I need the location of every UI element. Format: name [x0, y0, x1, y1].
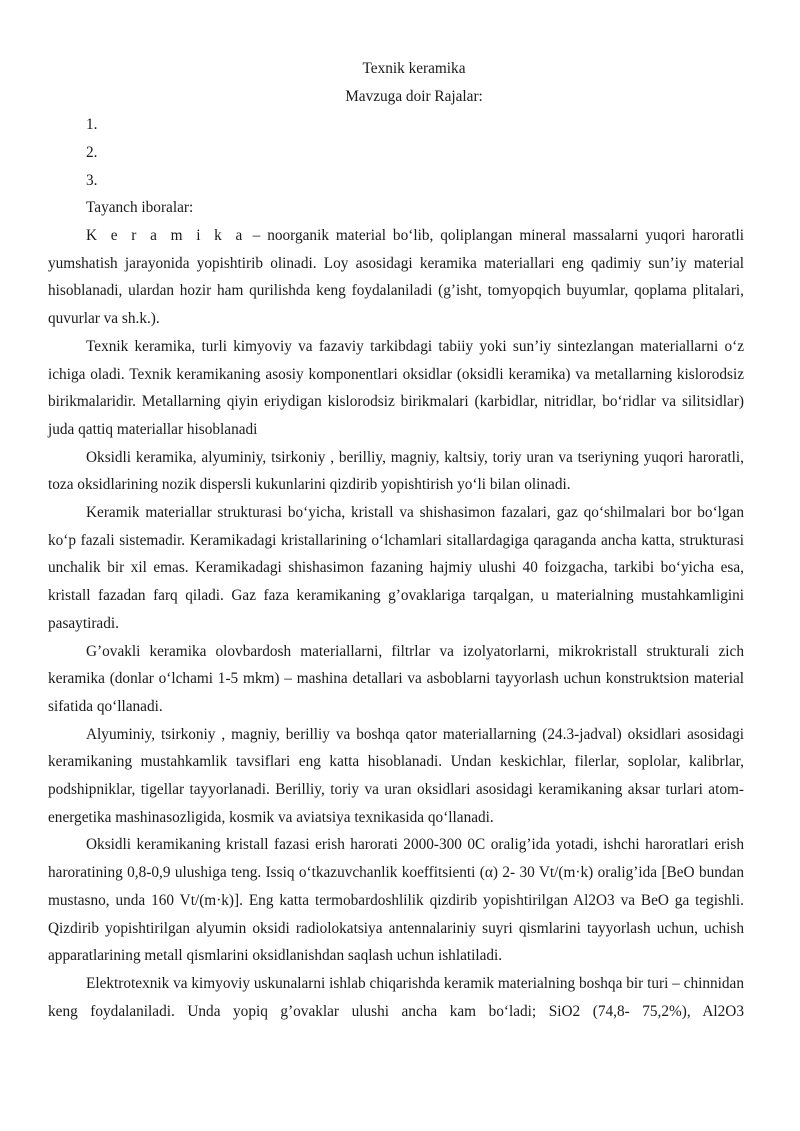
paragraph: Keramik materiallar strukturasi bo‘yicha, kristall va shishasimon fazalari, gaz qo‘shilmalari bor bo‘lgan ko‘p fazali sistemadir. Keramikadagi kristallarining o‘lchamlari sitallardagiga qaraganda ancha katta, strukturasi unchalik bir xil emas. Keramikadagi shishasimon fazaning hajmiy ulushi 40 foizgacha, tarkibi bo‘yicha esa, kristall fazadan farq qiladi. Gaz faza keramikaning g’ovaklariga tarqalgan, u materialning mustahkamligini pasaytiradi.: [48, 504, 744, 632]
paragraph: Elektrotexnik va kimyoviy uskunalarni ishlab chiqarishda keramik materialning boshqa bir turi – chinnidan keng foydalaniladi. Unda yopiq g’ovaklar ulushi ancha kam bo‘ladi; SiO2 (74,8- 75,2%), Al2O3: [48, 974, 744, 1020]
page-title: Texnik keramika: [362, 60, 466, 77]
keywords-label: Tayanch iboralar:: [86, 199, 194, 216]
plan-item-3: 3.: [86, 172, 98, 189]
plan-item-1: 1.: [86, 116, 98, 133]
paragraph: G’ovakli keramika olovbardosh materiallarni, filtrlar va izolyatorlarni, mikrokristall strukturali zich keramika (donlar o‘lchami 1-5 mkm) – mashina detallari va asboblarni tayyorlash uchun konstruktsion material sifatida qo‘llanadi.: [48, 642, 744, 715]
paragraph-text: – noorganik material bo‘lib, qoliplangan mineral massalarni yuqori haroratli yumshatish jarayonida yopishtirib olinadi. Loy asosidagi keramika materiallari eng qadimiy sun’iy material hisoblanadi, ulardan hozir ham qurilishda keng foydalaniladi (g’isht, tomyopqich buyumlar, qoplama plitalari, quvurlar va sh.k.).: [48, 227, 744, 328]
paragraph: Oksidli keramika, alyuminiy, tsirkoniy , berilliy, magniy, kaltsiy, toriy uran va tseriyning yuqori haroratli, toza oksidlarining nozik dispersli kukunlarini qizdirib yopishtirish yo‘li bilan olinadi.: [48, 448, 744, 494]
document-body: [48, 222, 744, 1025]
paragraph: Alyuminiy, tsirkoniy , magniy, berilliy va boshqa qator materiallarning (24.3-jadval) oksidlari asosidagi keramikaning mustahkamlik tavsiflari eng katta hisoblanadi. Undan keskichlar, filerlar, soplolar, kalibrlar, podshipniklar, tigellar tayyorlanadi. Berilliy, toriy va uran oksidlari asosidagi keramikaning aksar turlari atom-energetika mashinasozligida, kosmik va aviatsiya texnikasida qo‘llanadi.: [48, 725, 744, 826]
term-keramika: K e r a m i k a: [86, 227, 246, 244]
page-subtitle: Mavzuga doir Rajalar:: [345, 88, 483, 105]
plan-item-2: 2.: [86, 144, 98, 161]
paragraph: Oksidli keramikaning kristall fazasi erish harorati 2000-300 0C oralig’ida yotadi, ishchi haroratlari erish haroratining 0,8-0,9 ulushiga teng. Issiq o‘tkazuvchanlik koeffitsienti (α) 2- 30 Vt/(m·k) oralig’ida [BeO bundan mustasno, unda 160 Vt/(m·k)]. Eng katta termobardoshlilik qizdirib yopishtirilgan Al2O3 va BeO ga tegishli. Qizdirib yopishtirilgan alyumin oksidi radiolokatsiya antennalariniy suyri qismlarini tayyorlash uchun, uchish apparatlarining metall qismlarini oksidlanishdan saqlash uchun ishlatiladi.: [48, 836, 744, 965]
paragraph-keramika: [48, 222, 744, 333]
paragraph: Texnik keramika, turli kimyoviy va fazaviy tarkibdagi tabiiy yoki sun’iy sintezlangan materiallarni o‘z ichiga oladi. Texnik keramikaning asosiy komponentlari oksidlar (oksidli keramika) va metallarning kislorodsiz birikmalaridir. Metallarning qiyin eriydigan kislorodsiz birikmalari (karbidlar, nitridlar, bo‘ridlar va silitsidlar) juda qattiq materiallar hisoblanadi: [48, 337, 744, 438]
